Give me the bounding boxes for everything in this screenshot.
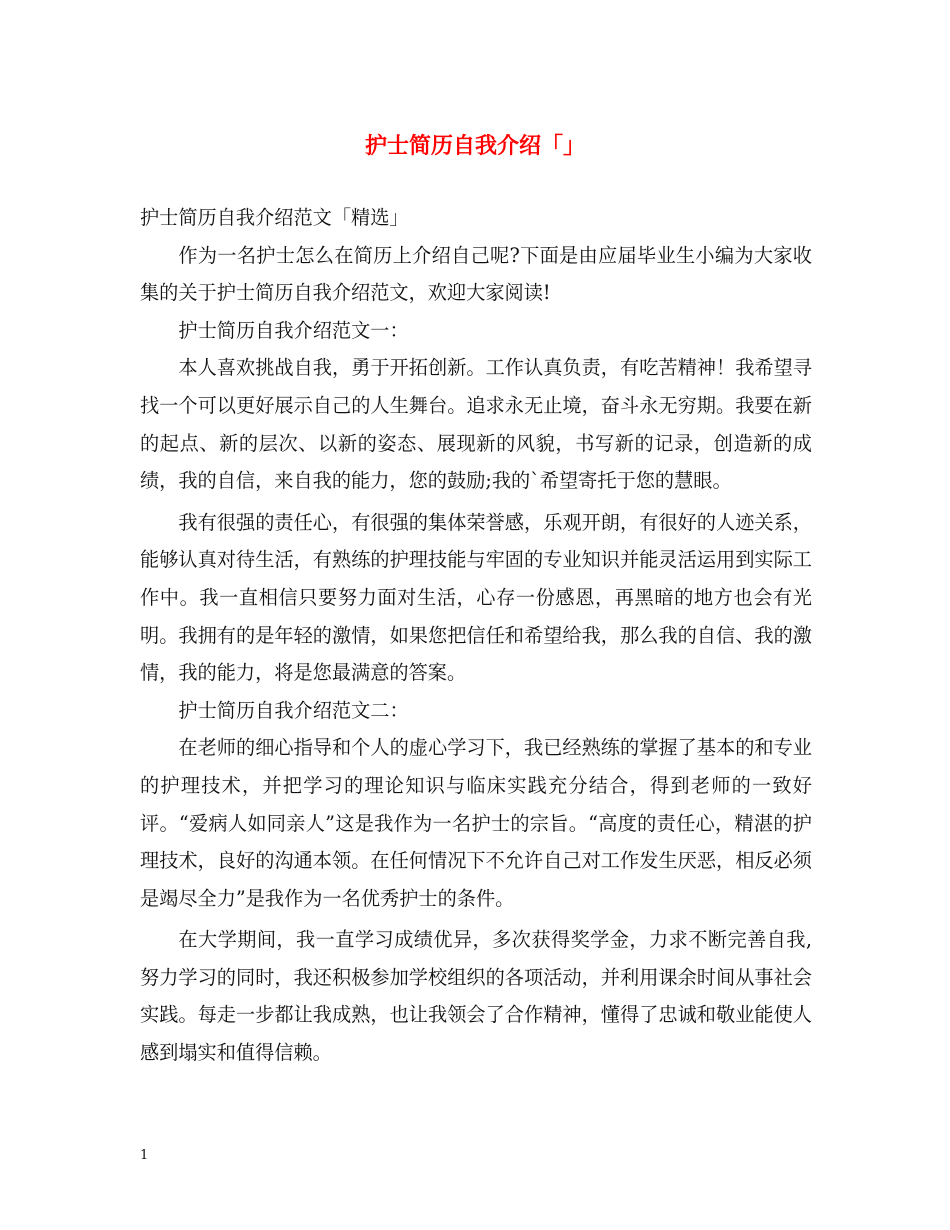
paragraph-sample-one-part-one: 本人喜欢挑战自我，勇于开拓创新。工作认真负责，有吃苦精神！我希望寻找一个可以更好展示自己的人生舞台。追求永无止境，奋斗永无穷期。我要在新的起点、新的层次、以新的姿态、展现新的风貌，书写新的记录，创造新的成绩，我的自信，来自我的能力，您的鼓励;我的`希望寄托于您的慧眼。 [140, 356, 812, 493]
document-subtitle: 护士简历自我介绍范文「精选」 [140, 206, 409, 229]
paragraph-sample-one-part-two: 我有很强的责任心，有很强的集体荣誉感，乐观开朗，有很好的人迹关系，能够认真对待生活，有熟练的护理技能与牢固的专业知识并能灵活运用到实际工作中。我一直相信只要努力面对生活，心存一份感恩，再黑暗的地方也会有光明。我拥有的是年轻的激情，如果您把信任和希望给我，那么我的自信、我的激情，我的能力，将是您最满意的答案。 [140, 510, 812, 685]
section-heading-sample-one: 护士简历自我介绍范文一： [178, 318, 409, 342]
paragraph-intro: 作为一名护士怎么在简历上介绍自己呢?下面是由应届毕业生小编为大家收集的关于护士简历自我介绍范文，欢迎大家阅读! [140, 243, 812, 305]
section-heading-sample-two: 护士简历自我介绍范文二： [178, 698, 409, 722]
paragraph-sample-two-part-two: 在大学期间，我一直学习成绩优异，多次获得奖学金，力求不断完善自我,努力学习的同时，我还积极参加学校组织的各项活动，并利用课余时间从事社会实践。每走一步都让我成熟，也让我领会了合作精神，懂得了忠诚和敬业能使人感到塌实和值得信赖。 [140, 928, 812, 1065]
document-title: 护士简历自我介绍「」 [364, 133, 585, 159]
document-body [140, 199, 812, 1072]
page-number: 1 [140, 1148, 149, 1163]
paragraph-sample-two-part-one: 在老师的细心指导和个人的虚心学习下，我已经熟练的掌握了基本的和专业的护理技术，并把学习的理论知识与临床实践充分结合，得到老师的一致好评。“爱病人如同亲人”这是我作为一名护士的宗旨。“高度的责任心，精湛的护理技术，良好的沟通本领。在任何情况下不允许自己对工作发生厌恶，相反必须是竭尽全力”是我作为一名优秀护士的条件。 [140, 736, 812, 910]
